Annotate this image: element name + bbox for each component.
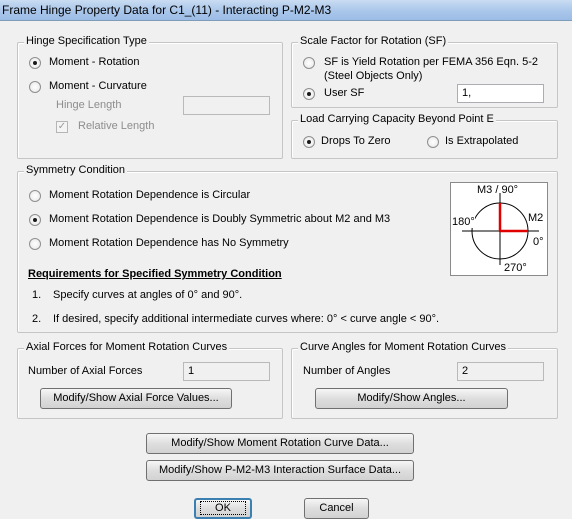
hinge-spec-legend: Hinge Specification Type xyxy=(26,35,147,47)
curve-data-button[interactable]: Modify/Show Moment Rotation Curve Data... xyxy=(146,433,414,454)
diagram-label-top: M3 / 90° xyxy=(477,184,519,196)
angles-count-field[interactable]: 2 xyxy=(457,362,544,381)
extrapolated-radio[interactable] xyxy=(427,136,439,148)
curve-angles-legend: Curve Angles for Moment Rotation Curves xyxy=(300,341,507,353)
requirement-1-number: 1. xyxy=(32,289,42,301)
no-symmetry-radio[interactable] xyxy=(29,238,41,250)
interaction-surface-button[interactable]: Modify/Show P-M2-M3 Interaction Surface Data... xyxy=(146,460,414,481)
diagram-label-m2: M2 xyxy=(528,212,544,224)
diagram-label-left: 180° xyxy=(452,216,475,228)
requirement-1-text: Specify curves at angles of 0° and 90°. xyxy=(53,289,243,301)
doubly-symmetric-label[interactable]: Moment Rotation Dependence is Doubly Symmetric about M2 and M3 xyxy=(49,213,391,225)
circular-radio[interactable] xyxy=(29,190,41,202)
user-sf-radio[interactable] xyxy=(303,88,315,100)
axial-count-label: Number of Axial Forces xyxy=(28,365,143,377)
ok-button[interactable] xyxy=(194,498,252,519)
fema-label-line2: (Steel Objects Only) xyxy=(324,70,423,82)
requirement-2-text: If desired, specify additional intermediate curves where: 0° < curve angle < 90°. xyxy=(53,313,440,325)
fema-label-line1[interactable]: SF is Yield Rotation per FEMA 356 Eqn. 5-2 xyxy=(324,56,539,68)
doubly-symmetric-radio[interactable] xyxy=(29,214,41,226)
user-sf-label[interactable]: User SF xyxy=(324,87,365,99)
drops-to-zero-radio[interactable] xyxy=(303,136,315,148)
relative-length-label: Relative Length xyxy=(78,120,155,132)
load-capacity-legend: Load Carrying Capacity Beyond Point E xyxy=(300,113,494,125)
title-bar xyxy=(0,0,572,21)
moment-rotation-label[interactable]: Moment - Rotation xyxy=(49,56,140,68)
ok-button-label: OK xyxy=(200,501,246,515)
extrapolated-label[interactable]: Is Extrapolated xyxy=(445,135,519,147)
requirements-heading: Requirements for Specified Symmetry Condition xyxy=(28,268,282,280)
modify-axial-button[interactable]: Modify/Show Axial Force Values... xyxy=(40,388,232,409)
scale-factor-legend: Scale Factor for Rotation (SF) xyxy=(300,35,447,47)
fema-radio[interactable] xyxy=(303,57,315,69)
moment-curvature-label[interactable]: Moment - Curvature xyxy=(49,80,147,92)
cancel-button[interactable]: Cancel xyxy=(304,498,369,519)
diagram-label-zero: 0° xyxy=(533,236,544,248)
user-sf-field[interactable]: 1, xyxy=(457,84,544,103)
moment-curvature-radio[interactable] xyxy=(29,81,41,93)
axial-forces-legend: Axial Forces for Moment Rotation Curves xyxy=(26,341,228,353)
hinge-length-field[interactable] xyxy=(183,96,270,115)
diagram-label-bottom: 270° xyxy=(504,262,527,274)
circular-label[interactable]: Moment Rotation Dependence is Circular xyxy=(49,189,251,201)
requirement-2-number: 2. xyxy=(32,313,42,325)
hinge-length-label: Hinge Length xyxy=(56,99,122,111)
drops-to-zero-label[interactable]: Drops To Zero xyxy=(321,135,391,147)
symmetry-legend: Symmetry Condition xyxy=(26,164,126,176)
window-title: Frame Hinge Property Data for C1_(11) - Interacting P-M2-M3 xyxy=(2,3,332,17)
moment-rotation-radio[interactable] xyxy=(29,57,41,69)
symmetry-diagram-svg xyxy=(451,183,547,275)
modify-angles-button[interactable]: Modify/Show Angles... xyxy=(315,388,508,409)
axial-count-field[interactable]: 1 xyxy=(183,362,270,381)
angles-count-label: Number of Angles xyxy=(303,365,391,377)
no-symmetry-label[interactable]: Moment Rotation Dependence has No Symmetry xyxy=(49,237,289,249)
symmetry-diagram xyxy=(450,182,548,276)
relative-length-checkbox[interactable]: ✓ xyxy=(57,121,67,132)
